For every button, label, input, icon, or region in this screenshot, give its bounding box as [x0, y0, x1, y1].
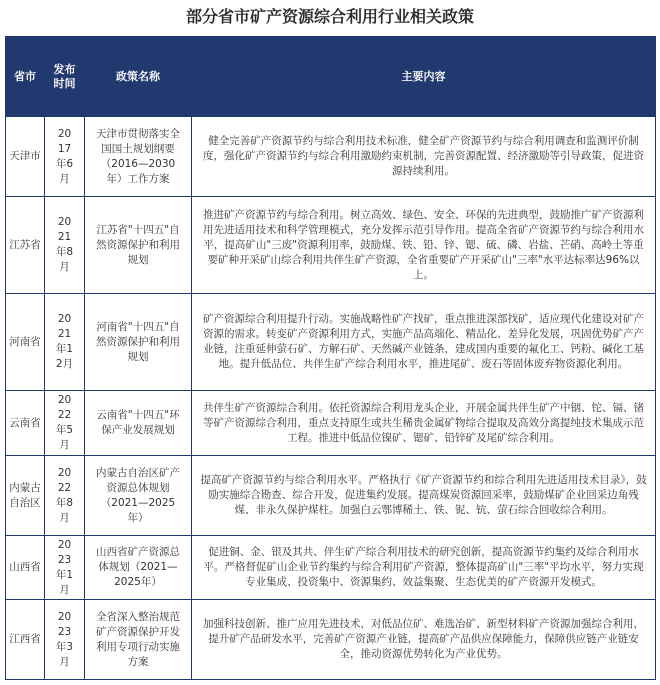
cell-time: 2017年6月 — [45, 117, 85, 197]
cell-policy: 江苏省"十四五"自然资源保护和利用规划 — [85, 197, 192, 294]
cell-content: 促进铜、金、银及其共、伴生矿产综合利用技术的研究创新，提高资源节约集约及综合利用水平。严格督促矿山企业节约集约与综合利用矿产资源，整体提高矿山"三率"平均水平，努力实现专业集成、投资集中、资源集约、效益集聚、生态优美的矿产资源开发模式。 — [192, 536, 656, 600]
cell-province: 山西省 — [6, 536, 45, 600]
cell-time: 2021年12月 — [45, 294, 85, 391]
cell-time: 2023年3月 — [45, 600, 85, 680]
cell-policy: 河南省"十四五"自然资源保护和利用规划 — [85, 294, 192, 391]
cell-province: 河南省 — [6, 294, 45, 391]
cell-policy: 内蒙古自治区矿产资源总体规划（2021—2025年） — [85, 456, 192, 536]
cell-policy: 山西省矿产资源总体规划（2021—2025年） — [85, 536, 192, 600]
header-content: 主要内容 — [192, 37, 656, 117]
cell-time: 2021年8月 — [45, 197, 85, 294]
cell-province: 天津市 — [6, 117, 45, 197]
cell-province: 江苏省 — [6, 197, 45, 294]
cell-province: 江西省 — [6, 600, 45, 680]
table-row — [6, 117, 656, 197]
cell-content: 矿产资源综合利用提升行动。实施战略性矿产找矿，重点推进深部找矿，适应现代化建设对矿产资源的需求。转变矿产资源利用方式，实施产品高端化、精品化、差异化发展，巩固优势矿产产业链，注重延伸萤石矿、方解石矿、天然碱产业链条，建成国内重要的氟化工、钙粉、碱化工基地。提升低品位、共伴生矿产综合利用水平，推进尾矿、废石等固体废弃物资源化利用。 — [192, 294, 656, 391]
cell-policy: 天津市贯彻落实全国国土规划纲要（2016—2030年）工作方案 — [85, 117, 192, 197]
cell-time: 2023年1月 — [45, 536, 85, 600]
cell-content: 健全完善矿产资源节约与综合利用技术标准，健全矿产资源节约与综合利用调查和监测评价制度，强化矿产资源节约与综合利用激励约束机制，完善资源配置、经济激励等引导政策，促进资源持续利用。 — [192, 117, 656, 197]
cell-content: 加强科技创新、推广应用先进技术，对低品位矿、难选冶矿、新型材料矿产资源加强综合利用，提升矿产品研发水平，完善矿产资源产业链，提高矿产品供应保障能力，保障供应链产业链安全，推动资源优势转化为产业优势。 — [192, 600, 656, 680]
cell-policy: 全省深入整治规范矿产资源保护开发利用专项行动实施方案 — [85, 600, 192, 680]
table-row — [6, 391, 656, 456]
table-row — [6, 294, 656, 391]
page-title: 部分省市矿产资源综合利用行业相关政策 — [185, 7, 474, 26]
cell-province: 云南省 — [6, 391, 45, 456]
header-row — [6, 37, 656, 117]
header-time: 发布时间 — [45, 37, 85, 117]
cell-policy: 云南省"十四五"环保产业发展规划 — [85, 391, 192, 456]
header-province: 省市 — [6, 37, 45, 117]
cell-time: 2022年8月 — [45, 456, 85, 536]
header-policy: 政策名称 — [85, 37, 192, 117]
policy-table — [5, 36, 656, 680]
table-row — [6, 600, 656, 680]
table-row — [6, 197, 656, 294]
cell-content: 提高矿产资源节约与综合利用水平。严格执行《矿产资源节约和综合利用先进适用技术目录》，鼓励实施综合勘查、综合开发，促进集约发展。提高煤炭资源回采率，鼓励煤矿企业回采边角残煤、非永久保护煤柱。加强白云鄂博稀土、铁、铌、钪、萤石综合回收综合利用。 — [192, 456, 656, 536]
cell-content: 推进矿产资源节约与综合利用。树立高效、绿色、安全、环保的先进典型，鼓励推广矿产资源利用先进适用技术和科学管理模式，充分发挥示范引导作用。提高全省矿产资源节约与综合利用水平，提高矿山"三废"资源利用率，鼓励煤、铁、铅、锌、锶、硫、磷、岩盐、芒硝、高岭土等重要矿种开采矿山综合利用共伴生矿产资源，全省重要矿产开采矿山"三率"水平达标率达96%以上。 — [192, 197, 656, 294]
cell-content: 共伴生矿产资源综合利用。依托资源综合利用龙头企业，开展金属共伴生矿产中铟、铊、镉、锗等矿产资源综合利用，重点支持原生或共生稀贵金属矿物综合提取及高效分离提纯技术集成示范工程。推进中低品位镍矿、锶矿、铅锌矿及尾矿综合利用。 — [192, 391, 656, 456]
cell-time: 2022年5月 — [45, 391, 85, 456]
table-row — [6, 456, 656, 536]
cell-province: 内蒙古自治区 — [6, 456, 45, 536]
table-row — [6, 536, 656, 600]
